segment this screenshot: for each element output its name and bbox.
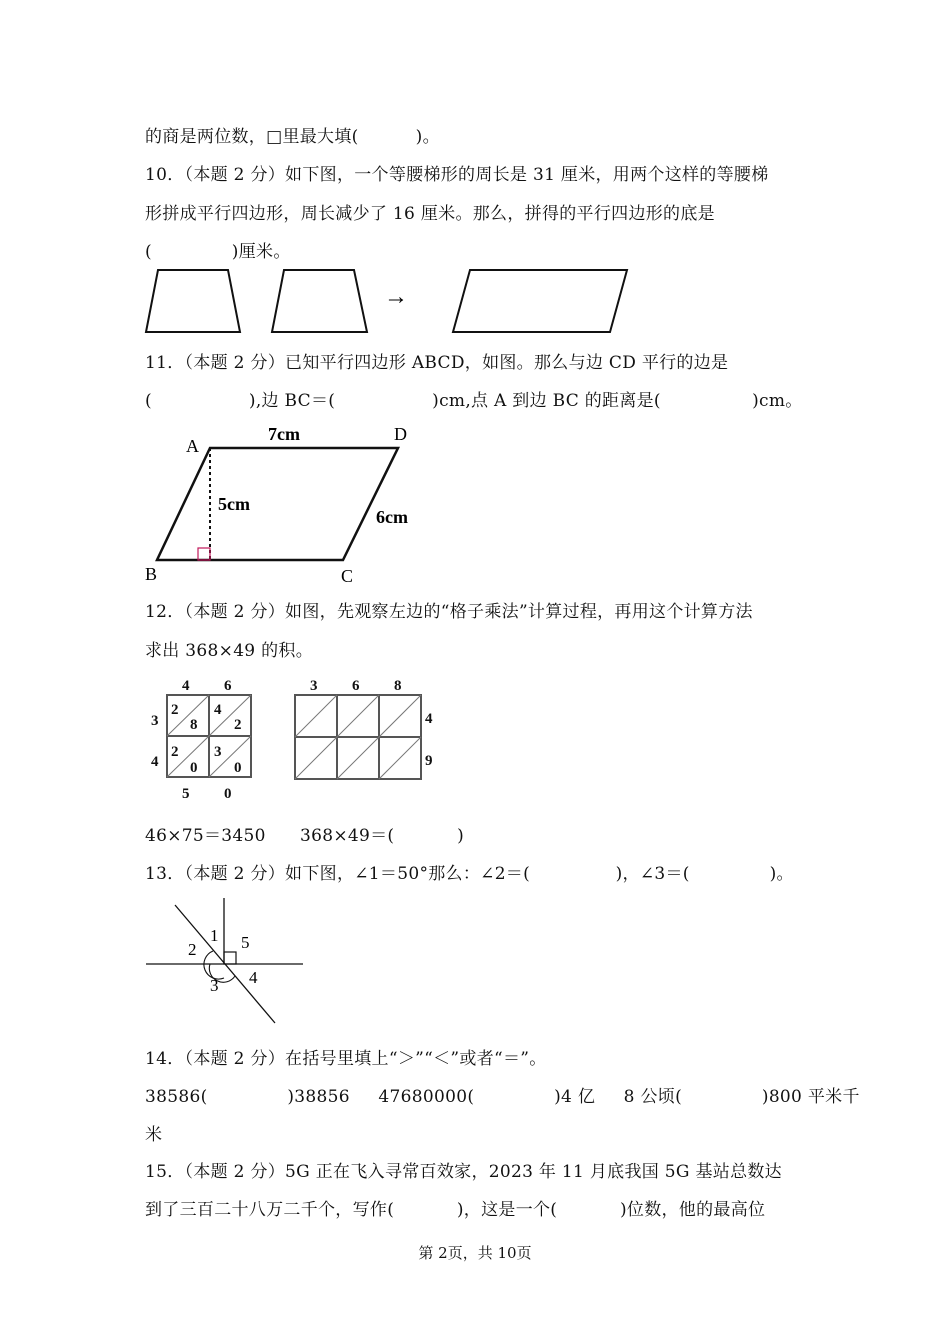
grid2-top-digit: 8: [394, 678, 402, 694]
angle-4-label: 4: [249, 968, 258, 987]
parallelogram-result: [453, 270, 627, 332]
grid1-left-digit: 4: [151, 754, 159, 770]
grid2-top-digit: 6: [352, 678, 360, 694]
q10-text-line2: 形拼成平行四边形，周长减少了 16 厘米。那么，拼得的平行四边形的底是: [145, 204, 715, 224]
line-previous-question-tail: 的商是两位数，□里最大填( )。: [145, 127, 440, 147]
q13-angle-figure: [140, 893, 320, 1033]
right-angle-mark: [224, 952, 236, 964]
parallelogram-abcd: [157, 448, 398, 560]
grid1-bottom-digit: 0: [224, 786, 232, 802]
grid1-cell-digit: 0: [190, 760, 198, 776]
right-angle-mark: [198, 548, 210, 560]
side-cd-label: 6cm: [376, 507, 408, 527]
q12-text-line2: 求出 368×49 的积。: [145, 641, 314, 661]
grid1-bottom-digit: 5: [182, 786, 190, 802]
q10-trapezoid-figure: [140, 264, 640, 339]
grid2-right-digit: 9: [425, 753, 433, 769]
arrow-icon: →: [384, 284, 408, 310]
q12-text-line1: 12．（本题 2 分）如图，先观察左边的“格子乘法”计算过程，再用这个计算方法: [145, 602, 753, 622]
q15-text-line2: 到了三百二十八万二千个，写作( )，这是一个( )位数，他的最高位: [145, 1200, 766, 1220]
grid2-top-digit: 3: [310, 678, 318, 694]
height-label: 5cm: [218, 494, 250, 514]
angle-5-label: 5: [241, 933, 250, 952]
vertex-b-label: B: [145, 564, 158, 584]
q14-text-line1: 14．（本题 2 分）在括号里填上“＞”“＜”或者“＝”。: [145, 1049, 547, 1069]
vertex-a-label: A: [186, 436, 199, 456]
q14-text-line2: 38586( )38856 47680000( )4 亿 8 公顷( )800 平米千: [145, 1087, 860, 1107]
grid1-cell-digit: 4: [214, 702, 222, 718]
grid2-right-digit: 4: [425, 711, 433, 727]
q13-text-line1: 13．（本题 2 分）如下图，∠1＝50°那么：∠2＝( )，∠3＝( )。: [145, 864, 794, 884]
vertex-d-label: D: [394, 424, 407, 444]
angle-3-label: 3: [210, 976, 219, 995]
trapezoid-1: [146, 270, 240, 332]
grid1-cell-digit: 2: [171, 744, 179, 760]
q12-answer-line: 46×75＝3450 368×49＝( ): [145, 826, 465, 846]
vertex-c-label: C: [341, 566, 354, 586]
grid1-cell-digit: 2: [234, 717, 242, 733]
q15-text-line1: 15．（本题 2 分）5G 正在飞入寻常百效家，2023 年 11 月底我国 5G 基站总数达: [145, 1162, 782, 1182]
q11-parallelogram-figure: [140, 420, 440, 590]
q11-text-line1: 11．（本题 2 分）已知平行四边形 ABCD，如图。那么与边 CD 平行的边是: [145, 353, 729, 373]
q10-text-line1: 10．（本题 2 分）如下图，一个等腰梯形的周长是 31 厘米，用两个这样的等腰梯: [145, 165, 769, 185]
angle-2-label: 2: [188, 940, 197, 959]
angle-1-label: 1: [210, 926, 219, 945]
trapezoid-2: [272, 270, 367, 332]
q14-text-line3: 米: [145, 1125, 163, 1145]
page-footer: 第 2页，共 10页: [418, 1244, 532, 1262]
q10-answer-blank: ( )厘米。: [145, 242, 291, 262]
grid1-cell-digit: 0: [234, 760, 242, 776]
grid1-cell-digit: 8: [190, 717, 198, 733]
angle-arc: [204, 951, 224, 979]
grid1-cell-digit: 3: [214, 744, 222, 760]
top-side-label: 7cm: [268, 424, 300, 444]
grid1-top-digit: 4: [182, 678, 190, 694]
q12-lattice-figure: [140, 668, 460, 808]
q11-text-line2: ( ),边 BC＝( )cm,点 A 到边 BC 的距离是( )cm。: [145, 391, 803, 411]
grid1-top-digit: 6: [224, 678, 232, 694]
grid1-cell-digit: 2: [171, 702, 179, 718]
grid1-left-digit: 3: [151, 713, 159, 729]
